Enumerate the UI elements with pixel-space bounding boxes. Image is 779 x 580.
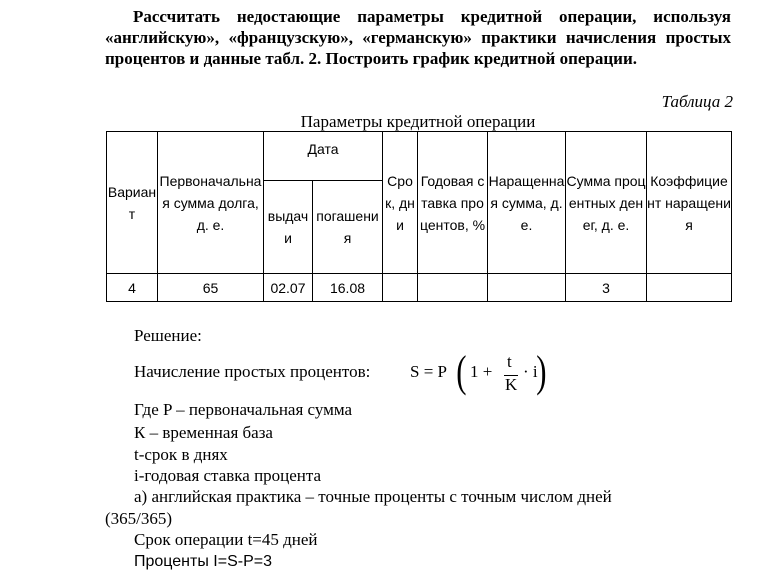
cell-principal: 65	[158, 274, 264, 302]
cell-rate	[418, 274, 488, 302]
cell-accrued	[488, 274, 566, 302]
table-number-label: Таблица 2	[661, 92, 733, 111]
cell-variant: 4	[107, 274, 158, 302]
definition-t: t-срок в днях	[134, 445, 228, 464]
cell-issue-date: 02.07	[264, 274, 313, 302]
cell-interest: 3	[566, 274, 647, 302]
formula-lhs: S = P	[410, 362, 447, 381]
formula-denominator: K	[505, 375, 518, 394]
table-title: Параметры кредитной операции	[300, 112, 536, 131]
formula-label: Начисление простых процентов:	[134, 362, 371, 381]
solution-heading: Решение:	[134, 326, 202, 345]
cell-coefficient	[647, 274, 732, 302]
task-statement: Рассчитать недостающие параметры кредитной операции, используя «английскую», «французскую», «германскую» практики начисления простых процентов и данные табл. 2. Построить график кредитной операции.	[105, 7, 731, 68]
formula-right-paren: )	[536, 347, 547, 396]
header-accrued: Наращенная сумма, д. е.	[488, 132, 566, 274]
formula-tail: · i	[523, 362, 538, 381]
cell-term	[383, 274, 418, 302]
cell-repay-date: 16.08	[313, 274, 383, 302]
header-principal: Первоначальная сумма долга, д. е.	[158, 132, 264, 274]
practice-a-line2: (365/365)	[105, 509, 173, 528]
header-repay-date: погашения	[313, 181, 383, 274]
credit-parameters-table	[106, 131, 732, 302]
interest-line: Проценты I=S-P=3	[134, 553, 272, 570]
header-coefficient: Коэффициент наращения	[647, 132, 732, 274]
definition-p: Где P – первоначальная сумма	[134, 400, 353, 419]
header-rate: Годовая ставка процентов, %	[418, 132, 488, 274]
header-term: Срок, дни	[383, 132, 418, 274]
term-line: Срок операции t=45 дней	[134, 530, 318, 549]
table-row	[107, 274, 732, 302]
header-date: Дата	[264, 132, 383, 181]
formula-numerator: t	[507, 352, 512, 371]
formula-left-paren: (	[456, 347, 467, 396]
formula-one-plus: 1 +	[470, 362, 493, 381]
header-interest: Сумма процентных денег, д. е.	[566, 132, 647, 274]
simple-interest-formula	[410, 347, 547, 398]
practice-a-line1: а) английская практика – точные проценты с точным числом дней	[134, 487, 612, 506]
definition-k: К – временная база	[134, 423, 273, 442]
header-variant: Вариант	[107, 132, 158, 274]
definition-i: i-годовая ставка процента	[134, 466, 322, 485]
header-issue-date: выдачи	[264, 181, 313, 274]
